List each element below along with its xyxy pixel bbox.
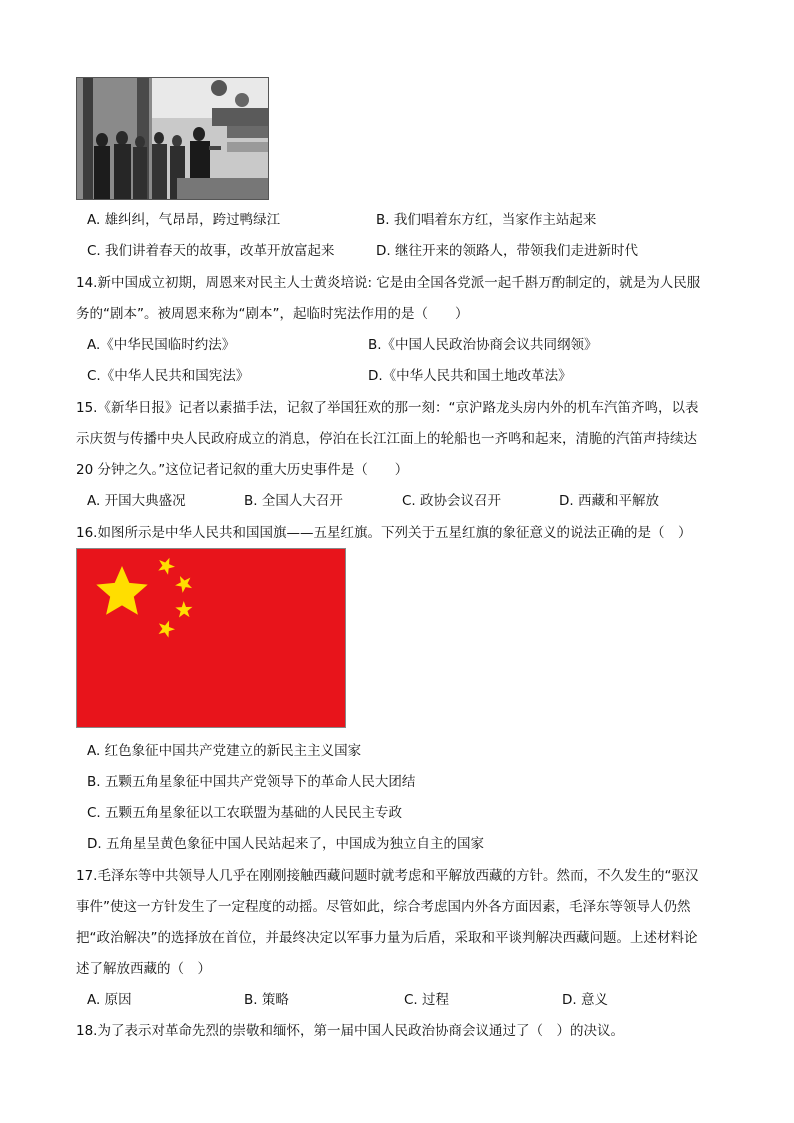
q15-option-a: A. 开国大典盛况: [87, 493, 186, 509]
q18-stem-line1: 18.为了表示对革命先烈的崇敬和缅怀，第一届中国人民政治协商会议通过了（ ）的决议。: [76, 1023, 624, 1039]
five-star-red-flag: [76, 548, 346, 728]
q17-option-d: D. 意义: [562, 992, 608, 1008]
q17-stem-line4: 述了解放西藏的（ ）: [76, 961, 211, 977]
q16-option-a: A. 红色象征中国共产党建立的新民主主义国家: [87, 743, 362, 759]
flag-stars-icon: [77, 549, 345, 727]
q14-option-a: A.《中华民国临时约法》: [87, 337, 236, 353]
q17-stem-line3: 把“政治解决”的选择放在首位，并最终决定以军事力量为后盾，采取和平谈判解决西藏问题。上述材料论: [76, 930, 698, 946]
q14-stem-line1: 14.新中国成立初期，周恩来对民主人士黄炎培说: 它是由全国各党派一起千斟万酌制定的，就是为人民服: [76, 275, 701, 291]
q13-option-c: C. 我们讲着春天的故事，改革开放富起来: [87, 243, 335, 259]
founding-ceremony-photo: [76, 77, 269, 200]
q14-option-d: D.《中华人民共和国土地改革法》: [368, 368, 572, 384]
q16-option-c: C. 五颗五角星象征以工农联盟为基础的人民民主专政: [87, 805, 403, 821]
q16-option-d: D. 五角星呈黄色象征中国人民站起来了，中国成为独立自主的国家: [87, 836, 484, 852]
q13-option-d: D. 继往开来的领路人，带领我们走进新时代: [376, 243, 638, 259]
q14-stem-line2: 务的“剧本”。被周恩来称为“剧本”，起临时宪法作用的是（ ）: [76, 306, 469, 322]
q17-option-c: C. 过程: [404, 992, 450, 1008]
q15-stem-line2: 示庆贺与传播中央人民政府成立的消息，停泊在长江江面上的轮船也一齐鸣和起来，清脆的汽笛声持续达: [76, 431, 697, 447]
q17-option-a: A. 原因: [87, 992, 132, 1008]
q14-option-c: C.《中华人民共和国宪法》: [87, 368, 250, 384]
q17-stem-line1: 17.毛泽东等中共领导人几乎在刚刚接触西藏问题时就考虑和平解放西藏的方针。然而，不久发生的“驱汉: [76, 868, 699, 884]
q16-stem-line1: 16.如图所示是中华人民共和国国旗——五星红旗。下列关于五星红旗的象征意义的说法正确的是（ ）: [76, 525, 692, 541]
q15-stem-line1: 15.《新华日报》记者以素描手法，记叙了举国狂欢的那一刻：“京沪路龙头房内外的机车汽笛齐鸣，以表: [76, 400, 699, 416]
photo-illustration: [77, 78, 268, 199]
q15-option-d: D. 西藏和平解放: [559, 493, 659, 509]
q13-option-a: A. 雄纠纠，气昂昂，跨过鸭绿江: [87, 212, 281, 228]
q14-option-b: B.《中国人民政治协商会议共同纲领》: [368, 337, 598, 353]
q15-stem-line3: 20 分钟之久。”这位记者记叙的重大历史事件是（ ）: [76, 462, 409, 478]
q17-option-b: B. 策略: [244, 992, 289, 1008]
q16-option-b: B. 五颗五角星象征中国共产党领导下的革命人民大团结: [87, 774, 416, 790]
q15-option-b: B. 全国人大召开: [244, 493, 343, 509]
q17-stem-line2: 事件”使这一方针发生了一定程度的动摇。尽管如此，综合考虑国内外各方面因素，毛泽东等领导人仍然: [76, 899, 691, 915]
q15-option-c: C. 政协会议召开: [402, 493, 502, 509]
q13-option-b: B. 我们唱着东方红，当家作主站起来: [376, 212, 597, 228]
